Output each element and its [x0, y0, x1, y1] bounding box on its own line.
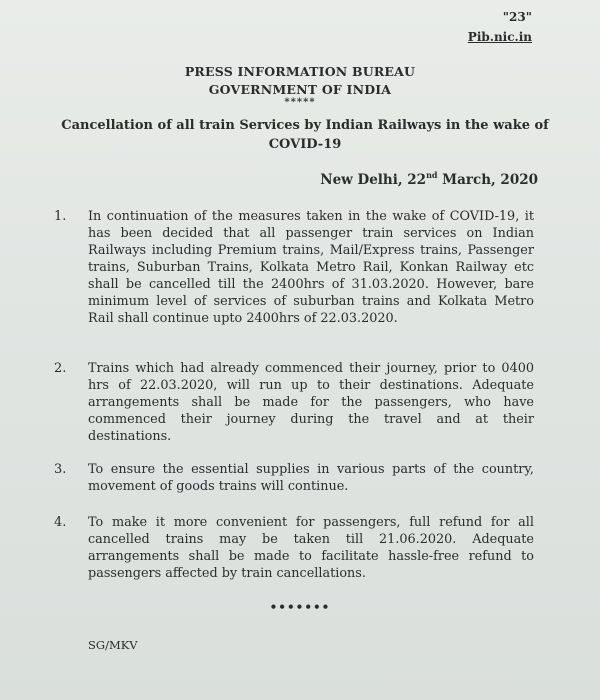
- site-link[interactable]: Pib.nic.in: [467, 30, 532, 44]
- release-subject: Cancellation of all train Services by Indian Railways in the wake of COVID-19: [61, 118, 549, 152]
- bureau-title: PRESS INFORMATION BUREAU: [184, 64, 416, 79]
- title-stars: *****: [284, 97, 316, 108]
- dateline: [320, 170, 538, 188]
- item-text: To ensure the essential supplies in various parts of the country, movement of goods trains will continue.: [88, 462, 534, 494]
- item-number: 1.: [54, 209, 67, 224]
- end-dots: •••••••: [269, 600, 331, 614]
- item-number: 2.: [54, 361, 67, 376]
- item-number: 3.: [54, 462, 67, 477]
- dateline-month-year: March, 2020: [437, 172, 538, 188]
- item-text: Trains which had already commenced their journey, prior to 0400 hrs of 22.03.2020, will run up to their destinations. Adequate arrangements shall be made for the passengers, who have commenced their journey during the travel and at their destinations.: [88, 361, 534, 444]
- dateline-ordinal: nd: [426, 170, 438, 180]
- dateline-place-day: New Delhi, 22: [320, 172, 427, 188]
- government-title: GOVERNMENT OF INDIA: [208, 82, 392, 97]
- reference-code: SG/MKV: [88, 638, 138, 652]
- page-number: "23": [502, 10, 532, 24]
- item-text: In continuation of the measures taken in the wake of COVID-19, it has been decided that all passenger train services on Indian Railways including Premium trains, Mail/Express trains, Passenger trains, Suburban Trains, Kolkata Metro Rail, Konkan Railway etc shall be cancelled till the 2400hrs of 31.03.2020. However, bare minimum level of services of suburban trains and Kolkata Metro Rail shall continue upto 2400hrs of 22.03.2020.: [88, 209, 534, 326]
- item-number: 4.: [54, 515, 67, 530]
- item-text: To make it more convenient for passengers, full refund for all cancelled trains may be taken till 21.06.2020. Adequate arrangements shall be made to facilitate hassle-free refund to passengers affected by train cancellations.: [88, 515, 534, 581]
